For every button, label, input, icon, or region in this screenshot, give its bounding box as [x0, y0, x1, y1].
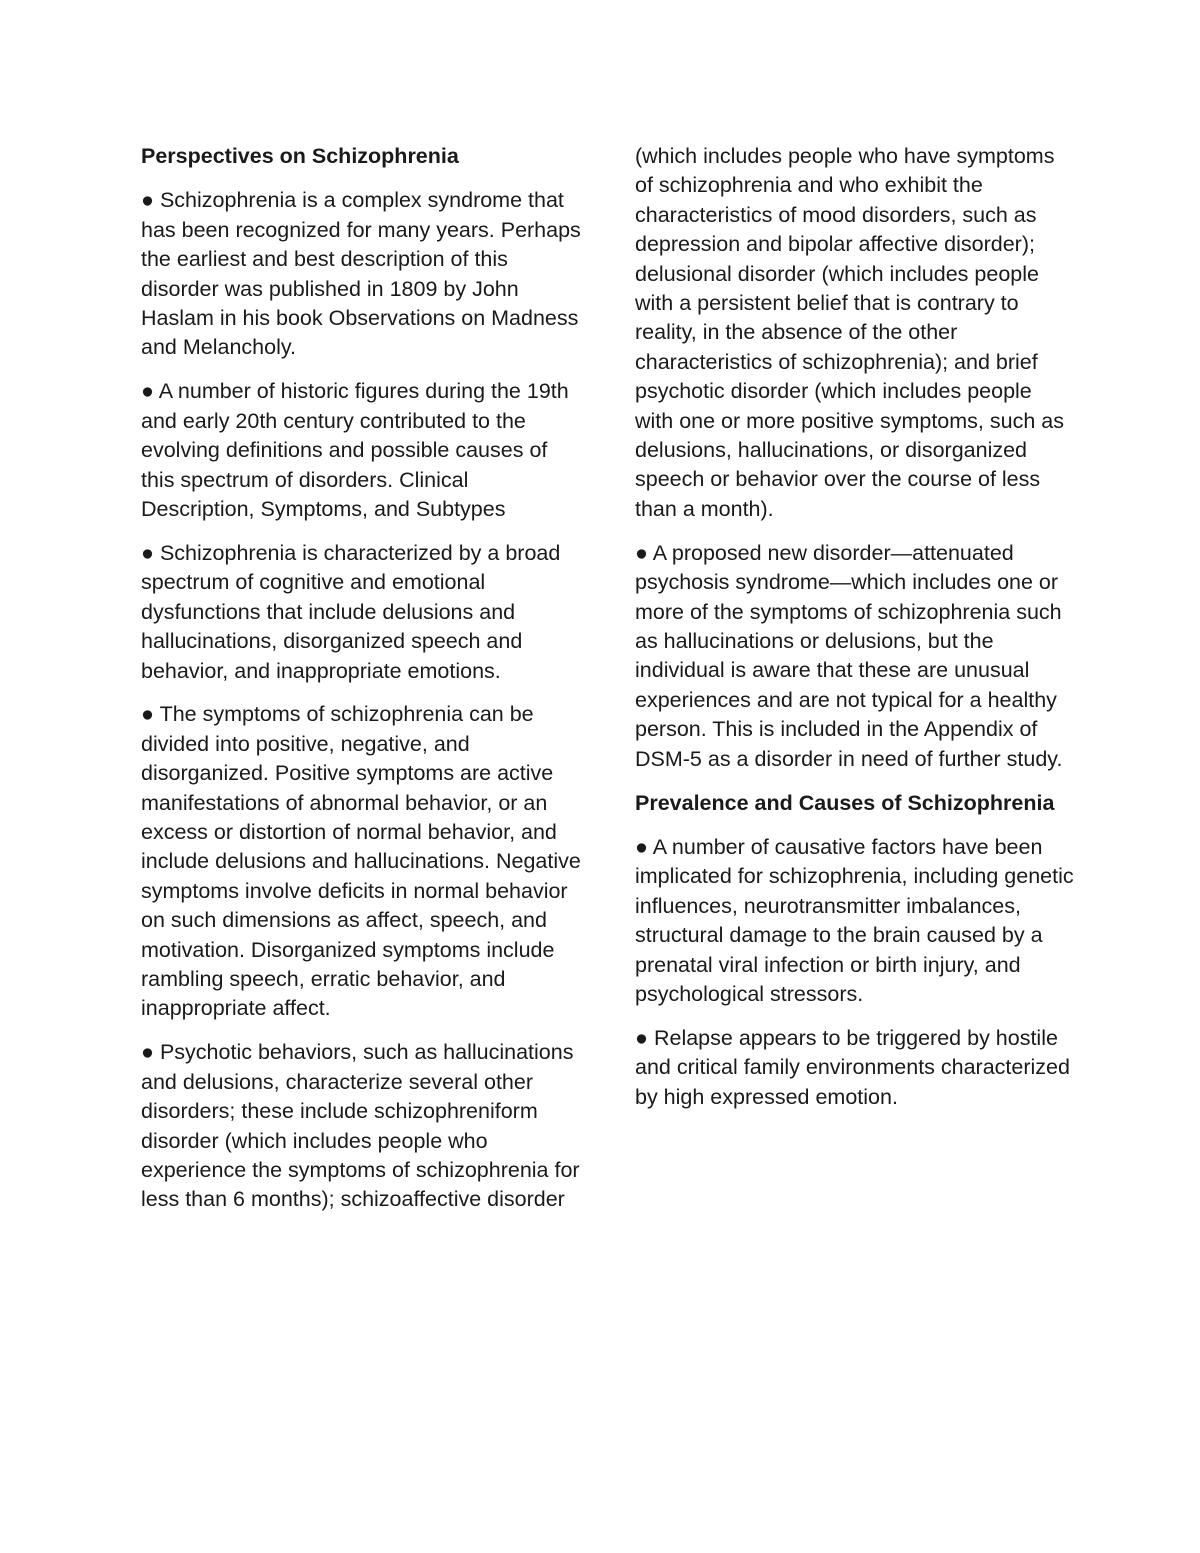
paragraph: ● Relapse appears to be triggered by hostile and critical family environments characterized by high expressed emotion.	[635, 1025, 1070, 1109]
paragraph: ● Psychotic behaviors, such as hallucinations and delusions, characterize several other disorders; these include schizophreniform disorder (which includes people who experience the symptoms of schizophrenia for less than 6 months); schizoaffective disorder	[141, 1040, 580, 1212]
paragraph: ● A number of historic figures during the 19th and early 20th century contributed to the evolving definitions and possible causes of this spectrum of disorders. Clinical Description, Symptoms, and Subtypes	[141, 379, 569, 521]
section-heading-perspectives: Perspectives on Schizophrenia	[141, 144, 459, 168]
right-column	[635, 142, 1075, 1127]
section-heading-prevalence: Prevalence and Causes of Schizophrenia	[635, 790, 1055, 815]
paragraph: ● Schizophrenia is a complex syndrome that has been recognized for many years. Perhaps the earliest and best description of this disorder was published in 1809 by John Haslam in his book Observations on Madness and Melancholy.	[141, 188, 581, 360]
paragraph-continuation: (which includes people who have symptoms of schizophrenia and who exhibit the characteristics of mood disorders, such as depression and bipolar affective disorder); delusional disorder (which includes people with a persistent belief that is contrary to reality, in the absence of the other characteristics of schizophrenia); and brief psychotic disorder (which includes people with one or more positive symptoms, such as delusions, hallucinations, or disorganized speech or behavior over the course of less than a month).	[635, 144, 1064, 521]
paragraph: ● Schizophrenia is characterized by a broad spectrum of cognitive and emotional dysfunctions that include delusions and hallucinations, disorganized speech and behavior, and inappropriate emotions.	[141, 540, 561, 683]
left-column	[141, 142, 581, 1229]
paragraph: ● The symptoms of schizophrenia can be divided into positive, negative, and disorganized. Positive symptoms are active manifestations of abnormal behavior, or an excess or distortion of normal behavior, and include delusions and hallucinations. Negative symptoms involve deficits in normal behavior on such dimensions as affect, speech, and motivation. Disorganized symptoms include rambling speech, erratic behavior, and inappropriate affect.	[141, 702, 581, 1021]
paragraph: ● A proposed new disorder—attenuated psychosis syndrome—which includes one or more of the symptoms of schizophrenia such as hallucinations or delusions, but the individual is aware that these are unusual experiences and are not typical for a healthy person. This is included in the Appendix of DSM-5 as a disorder in need of further study.	[635, 540, 1063, 771]
paragraph: ● A number of causative factors have been implicated for schizophrenia, including genetic influences, neurotransmitter imbalances, structural damage to the brain caused by a prenatal viral infection or birth injury, and psychological stressors.	[635, 834, 1074, 1006]
